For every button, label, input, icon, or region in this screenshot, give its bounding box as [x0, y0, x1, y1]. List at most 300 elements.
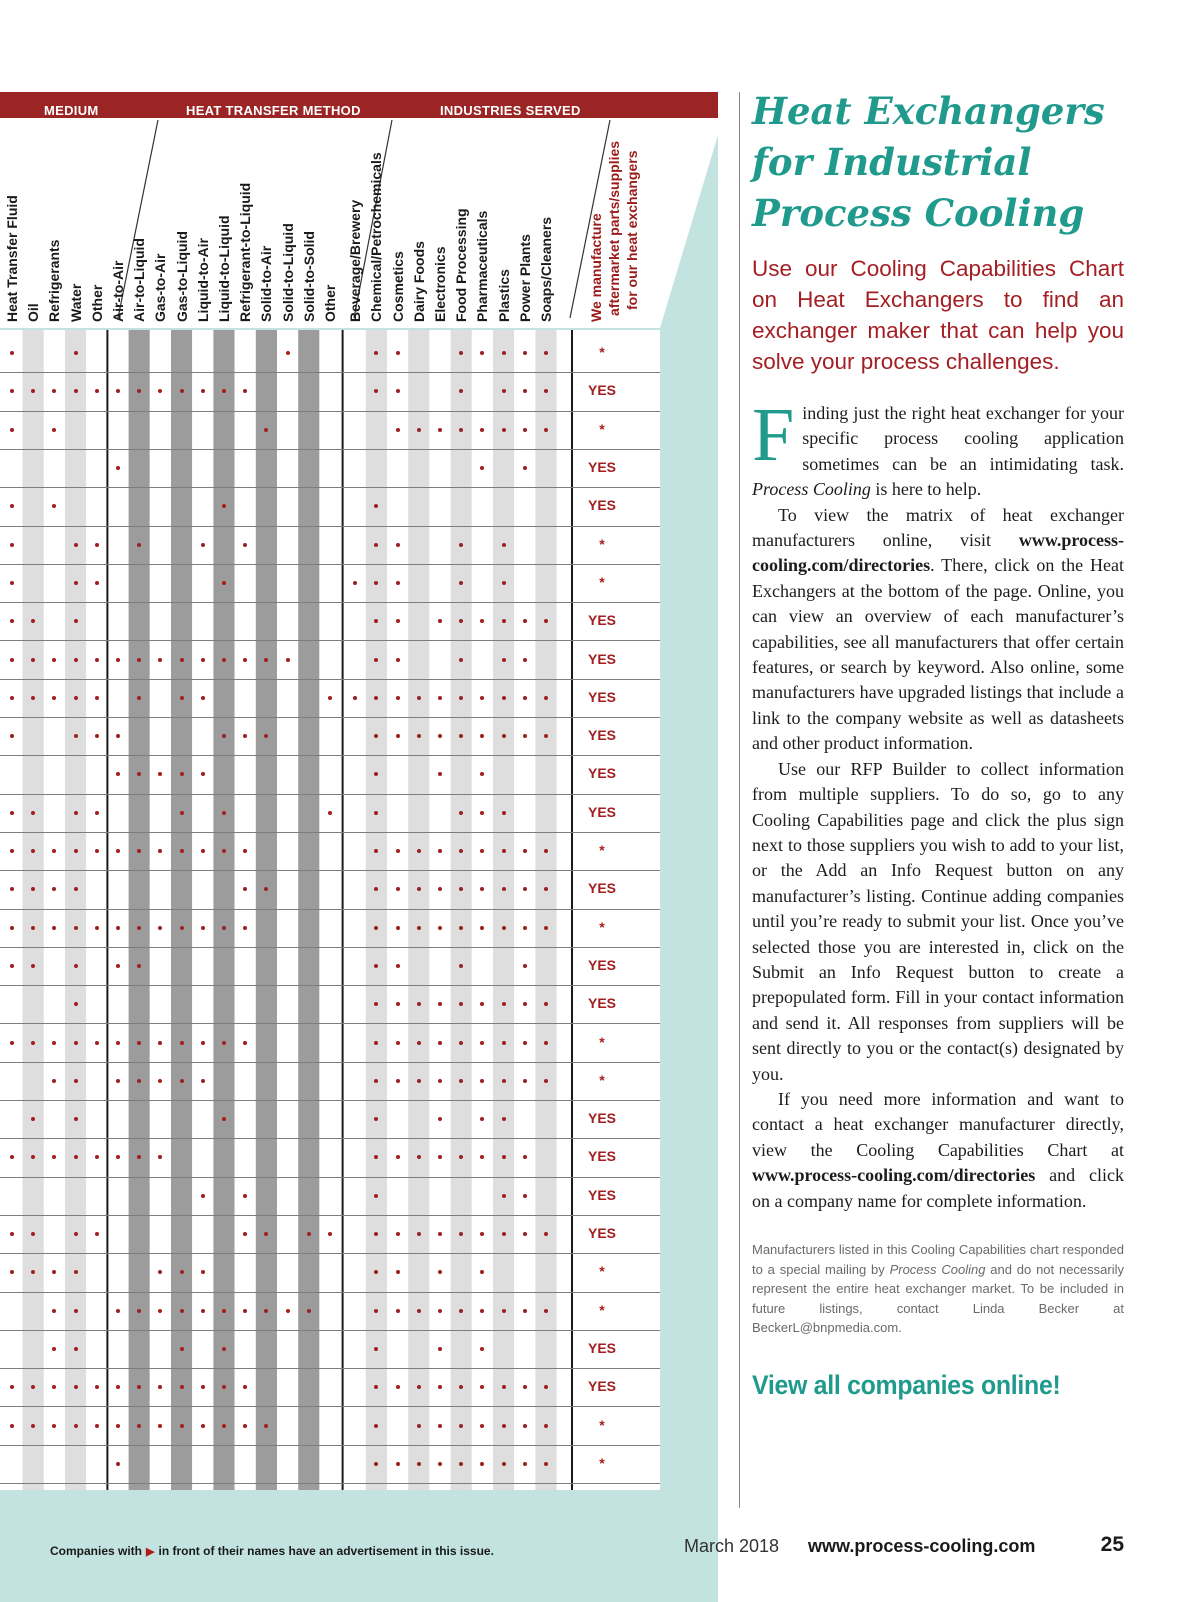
- capability-mark: [396, 696, 400, 700]
- capability-mark: [74, 1041, 78, 1045]
- capability-mark: [438, 1462, 442, 1466]
- capability-mark: [544, 926, 548, 930]
- capability-mark: [222, 811, 226, 815]
- row-separator: [0, 1062, 660, 1063]
- capability-mark: [74, 1309, 78, 1313]
- row-separator: [0, 1368, 660, 1369]
- capability-mark: [243, 1194, 247, 1198]
- paragraph-3: Use our RFP Builder to collect information from multiple suppliers. To do so, go to any Cooling Capabilities page and click the plus sign next to those suppliers you wish to add to your list, or the Add an Info Request button on any manufacturer’s listing. Continue adding companies until you’re ready to submit your list. Once you’ve selected those you are interested in, click on the Submit an Info Request button to create a prepopulated form. Fill in your contact information and send it. All responses from suppliers will be sent directly to you or the contact(s) designated by you.: [752, 758, 1124, 1084]
- capability-mark: [74, 887, 78, 891]
- advertiser-footnote: [50, 1544, 494, 1558]
- capability-mark: [137, 1309, 141, 1313]
- capability-mark: [396, 658, 400, 662]
- capability-mark: [74, 581, 78, 585]
- capability-mark: [396, 1309, 400, 1313]
- column-stripe: [192, 330, 213, 1490]
- capability-mark: [459, 1309, 463, 1313]
- column-label: Dairy Foods: [410, 241, 427, 322]
- aftermarket-value: YES: [587, 1378, 616, 1395]
- capability-mark: [523, 351, 527, 355]
- aftermarket-value: YES: [587, 650, 616, 667]
- article-deck: Use our Cooling Capabilities Chart on Heat Exchangers to find an exchanger maker that can help you solve your process challenges.: [752, 256, 1124, 374]
- capability-mark: [201, 1041, 205, 1045]
- capability-mark: [243, 543, 247, 547]
- capability-mark: [74, 926, 78, 930]
- row-separator: [0, 411, 660, 412]
- capability-mark: [328, 696, 332, 700]
- column-label: Gas-to-Liquid: [173, 231, 190, 322]
- capability-mark: [396, 1385, 400, 1389]
- aftermarket-value: YES: [587, 688, 616, 705]
- row-separator: [0, 985, 660, 986]
- capability-mark: [95, 849, 99, 853]
- capability-mark: [180, 926, 184, 930]
- capability-mark: [438, 1347, 442, 1351]
- row-separator: [0, 794, 660, 795]
- column-stripe: [171, 330, 192, 1490]
- column-stripe: [387, 330, 408, 1490]
- aftermarket-value: YES: [587, 727, 616, 744]
- column-label: Heat Transfer Fluid: [4, 195, 20, 322]
- issue-date: March 2018: [684, 1536, 780, 1556]
- column-label: Other: [322, 284, 338, 322]
- column-label: Beverage/Brewery: [347, 199, 364, 322]
- capability-mark: [180, 1385, 184, 1389]
- capability-mark: [502, 1041, 506, 1045]
- capability-mark: [31, 1041, 35, 1045]
- capability-mark: [544, 696, 548, 700]
- aftermarket-value: *: [599, 420, 605, 437]
- capability-mark: [544, 1079, 548, 1083]
- page-number: 25: [1100, 1533, 1124, 1556]
- aftermarket-value: YES: [587, 1225, 616, 1242]
- capability-mark: [417, 849, 421, 853]
- capability-mark: [286, 351, 290, 355]
- capability-mark: [502, 1194, 506, 1198]
- capability-mark: [417, 734, 421, 738]
- capability-mark: [502, 658, 506, 662]
- capability-mark: [201, 849, 205, 853]
- capability-mark: [417, 428, 421, 432]
- row-separator: [0, 1330, 660, 1331]
- capability-mark: [502, 351, 506, 355]
- column-stripe: [235, 330, 256, 1490]
- capability-mark: [502, 734, 506, 738]
- drop-cap: F: [752, 393, 795, 477]
- capability-mark: [523, 466, 527, 470]
- row-separator: [0, 1215, 660, 1216]
- column-stripe: [150, 330, 171, 1490]
- capability-mark: [523, 428, 527, 432]
- column-label: Refrigerants: [46, 239, 63, 322]
- capability-mark: [222, 1347, 226, 1351]
- capability-mark: [95, 926, 99, 930]
- capability-mark: [201, 658, 205, 662]
- row-separator: [0, 717, 660, 718]
- column-label: Other: [88, 284, 105, 322]
- aftermarket-value: YES: [587, 956, 616, 973]
- row-separator: [0, 755, 660, 756]
- row-separator: [0, 602, 660, 603]
- capability-mark: [74, 696, 78, 700]
- capability-mark: [74, 1270, 78, 1274]
- capability-mark: [74, 1347, 78, 1351]
- capability-mark: [438, 1309, 442, 1313]
- column-label: Soaps/Cleaners: [538, 216, 554, 322]
- capability-mark: [417, 1309, 421, 1313]
- capability-mark: [438, 1041, 442, 1045]
- capability-mark: [74, 811, 78, 815]
- column-label: Power Plants: [516, 234, 533, 322]
- aftermarket-value: *: [599, 1071, 605, 1088]
- capability-mark: [523, 1079, 527, 1083]
- title-line-2: for Industrial: [752, 140, 1032, 184]
- aftermarket-value: *: [599, 1454, 605, 1471]
- aftermarket-value: YES: [587, 765, 616, 782]
- capability-mark: [74, 619, 78, 623]
- capability-mark: [417, 696, 421, 700]
- capability-mark: [95, 543, 99, 547]
- capability-mark: [502, 1232, 506, 1236]
- column-stripe: [65, 330, 86, 1490]
- column-stripe: [107, 330, 128, 1490]
- capability-mark: [523, 734, 527, 738]
- column-label-aftermarket: aftermarket parts/supplies: [606, 140, 622, 316]
- capability-mark: [137, 543, 141, 547]
- capability-mark: [286, 658, 290, 662]
- column-label: Solid-to-Air: [258, 245, 275, 322]
- capability-mark: [502, 1079, 506, 1083]
- capability-mark: [502, 926, 506, 930]
- row-separator: [0, 564, 660, 565]
- column-label: Plastics: [495, 269, 512, 322]
- capability-mark: [544, 428, 548, 432]
- capability-mark: [396, 1232, 400, 1236]
- capability-mark: [396, 887, 400, 891]
- capability-mark: [396, 849, 400, 853]
- capability-mark: [396, 581, 400, 585]
- capability-mark: [95, 811, 99, 815]
- capability-mark: [180, 1309, 184, 1313]
- footnote-text-before: Companies with: [50, 1544, 143, 1558]
- capability-mark: [201, 696, 205, 700]
- row-separator: [0, 909, 660, 910]
- capability-mark: [396, 1041, 400, 1045]
- capability-mark: [502, 1117, 506, 1121]
- capability-mark: [137, 1424, 141, 1428]
- capability-mark: [10, 543, 14, 547]
- row-separator: [0, 1100, 660, 1101]
- paragraph-2: To view the matrix of heat exchanger manufacturers online, visit www.process-cooling.com/directories. There, click on the Heat Exchangers at the bottom of the page. Online, you can view an overview of each manufacturer’s capabilities, see all manufacturers that offer certain features, or search by keyword. Also online, some manufacturers have upgraded listings that include a link to the company website as well as datasheets and other product information.: [752, 504, 1124, 754]
- column-stripe: [277, 330, 298, 1490]
- aftermarket-value: YES: [587, 497, 616, 514]
- capability-mark: [396, 964, 400, 968]
- capability-mark: [95, 581, 99, 585]
- capability-mark: [502, 581, 506, 585]
- column-stripe: [129, 330, 150, 1490]
- capability-mark: [396, 926, 400, 930]
- capability-mark: [502, 1309, 506, 1313]
- aftermarket-value: *: [599, 1416, 605, 1433]
- column-label-aftermarket: We manufacture: [588, 213, 604, 322]
- aftermarket-value: YES: [587, 1110, 616, 1127]
- capability-mark: [222, 581, 226, 585]
- capability-mark: [396, 543, 400, 547]
- capability-mark: [544, 1424, 548, 1428]
- capability-mark: [180, 1270, 184, 1274]
- capability-mark: [243, 658, 247, 662]
- capability-mark: [396, 734, 400, 738]
- capability-mark: [502, 811, 506, 815]
- capability-mark: [328, 811, 332, 815]
- column-stripe: [429, 330, 450, 1490]
- aftermarket-value: YES: [587, 612, 616, 629]
- capability-mark: [523, 658, 527, 662]
- capability-mark: [201, 1309, 205, 1313]
- capability-mark: [396, 1462, 400, 1466]
- capability-mark: [438, 926, 442, 930]
- capability-mark: [180, 658, 184, 662]
- column-label: Air-to-Air: [110, 260, 126, 322]
- column-stripe: [256, 330, 277, 1490]
- article: [752, 86, 1124, 1401]
- capability-mark: [502, 619, 506, 623]
- capability-mark: [95, 1041, 99, 1045]
- capability-mark: [286, 1309, 290, 1313]
- capability-mark: [116, 1462, 120, 1466]
- paragraph-4: If you need more information and want to contact a heat exchanger manufacturer directly, view the Cooling Capabilities Chart at www.process-cooling.com/directories and click on a company name for complete information.: [752, 1088, 1124, 1211]
- capability-mark: [10, 1424, 14, 1428]
- capability-mark: [544, 1309, 548, 1313]
- row-separator: [0, 1445, 660, 1446]
- play-arrow-icon: ▶: [146, 1546, 155, 1558]
- column-stripe: [86, 330, 107, 1490]
- capability-mark: [417, 1424, 421, 1428]
- capability-mark: [222, 658, 226, 662]
- capability-mark: [74, 543, 78, 547]
- column-stripe: [298, 330, 319, 1490]
- capability-mark: [180, 1424, 184, 1428]
- aftermarket-value: *: [599, 344, 605, 361]
- group-header-heat-transfer-method: HEAT TRANSFER METHOD: [186, 103, 361, 118]
- aftermarket-value: YES: [587, 459, 616, 476]
- column-stripe: [472, 330, 493, 1490]
- capability-mark: [243, 1041, 247, 1045]
- capability-mark: [523, 926, 527, 930]
- row-separator: [0, 449, 660, 450]
- capability-mark: [95, 1232, 99, 1236]
- column-stripe: [408, 330, 429, 1490]
- capability-mark: [180, 696, 184, 700]
- capability-mark: [523, 1041, 527, 1045]
- capability-mark: [116, 926, 120, 930]
- column-stripe: [493, 330, 514, 1490]
- capability-mark: [502, 1424, 506, 1428]
- aftermarket-value: YES: [587, 995, 616, 1012]
- row-separator: [0, 1253, 660, 1254]
- capability-mark: [417, 926, 421, 930]
- capability-mark: [10, 658, 14, 662]
- capability-mark: [116, 1079, 120, 1083]
- capability-mark: [438, 1079, 442, 1083]
- capability-mark: [201, 1424, 205, 1428]
- capability-mark: [180, 1347, 184, 1351]
- row-separator: [0, 870, 660, 871]
- capability-mark: [459, 658, 463, 662]
- capability-mark: [222, 926, 226, 930]
- capability-mark: [222, 1041, 226, 1045]
- capability-mark: [201, 1194, 205, 1198]
- capability-mark: [438, 1424, 442, 1428]
- title-line-1: Heat Exchangers: [752, 89, 1105, 133]
- capability-mark: [10, 926, 14, 930]
- capability-mark: [523, 964, 527, 968]
- capability-mark: [438, 696, 442, 700]
- aftermarket-value: *: [599, 1263, 605, 1280]
- row-separator: [0, 487, 660, 488]
- directory-link-2[interactable]: www.process-cooling.com/directories: [752, 1165, 1036, 1186]
- capability-mark: [523, 849, 527, 853]
- capability-mark: [137, 658, 141, 662]
- column-label: Refrigerant-to-Liquid: [237, 182, 254, 322]
- aftermarket-value: YES: [587, 880, 616, 897]
- capability-mark: [74, 351, 78, 355]
- row-separator: [0, 947, 660, 948]
- capability-mark: [95, 696, 99, 700]
- capability-mark: [502, 887, 506, 891]
- capability-mark: [459, 428, 463, 432]
- column-label: Liquid-to-Liquid: [216, 215, 232, 322]
- column-label: Air-to-Liquid: [131, 238, 148, 322]
- capability-mark: [396, 1002, 400, 1006]
- column-stripe: [451, 330, 472, 1490]
- article-body: [752, 393, 1124, 1214]
- aftermarket-value: *: [599, 842, 605, 859]
- capability-mark: [523, 1309, 527, 1313]
- aftermarket-value: YES: [587, 1148, 616, 1165]
- capability-mark: [10, 581, 14, 585]
- row-separator: [0, 1138, 660, 1139]
- capability-mark: [74, 1079, 78, 1083]
- column-label: Oil: [25, 303, 42, 322]
- capability-mark: [74, 1424, 78, 1428]
- capability-mark: [307, 1232, 311, 1236]
- capability-mark: [502, 543, 506, 547]
- aftermarket-value: YES: [587, 382, 616, 399]
- capability-mark: [95, 734, 99, 738]
- column-label: Liquid-to-Air: [194, 238, 211, 322]
- capability-mark: [544, 1041, 548, 1045]
- title-line-3: Process Cooling: [752, 191, 1085, 235]
- capability-mark: [74, 1117, 78, 1121]
- capability-mark: [307, 1309, 311, 1313]
- capability-mark: [396, 1079, 400, 1083]
- capability-mark: [116, 964, 120, 968]
- capability-mark: [417, 1462, 421, 1466]
- row-separator: [0, 372, 660, 373]
- capability-mark: [417, 1041, 421, 1045]
- directory-link[interactable]: www.process-cooling.com/directories: [752, 530, 1124, 576]
- capability-mark: [10, 428, 14, 432]
- capability-mark: [417, 1079, 421, 1083]
- capability-mark: [523, 1462, 527, 1466]
- capability-mark: [396, 619, 400, 623]
- capability-mark: [74, 658, 78, 662]
- capability-mark: [523, 696, 527, 700]
- capability-mark: [31, 1424, 35, 1428]
- row-separator: [0, 832, 660, 833]
- capability-mark: [95, 1424, 99, 1428]
- capability-mark: [116, 658, 120, 662]
- capability-mark: [523, 1424, 527, 1428]
- view-all-companies-link[interactable]: View all companies online!: [752, 1369, 1061, 1400]
- capability-mark: [459, 1041, 463, 1045]
- row-separator: [0, 526, 660, 527]
- capability-mark: [459, 543, 463, 547]
- aftermarket-value: *: [599, 573, 605, 590]
- capability-mark: [137, 1041, 141, 1045]
- column-label-aftermarket: for our heat exchangers: [624, 150, 640, 310]
- footnote-text-after: in front of their names have an advertisement in this issue.: [158, 1544, 494, 1558]
- article-title: [752, 86, 1124, 239]
- column-label: Gas-to-Air: [152, 253, 169, 322]
- capability-mark: [74, 849, 78, 853]
- aftermarket-value: YES: [587, 1339, 616, 1356]
- column-label: Water: [67, 283, 84, 322]
- capability-mark: [10, 1041, 14, 1045]
- capability-mark: [31, 811, 35, 815]
- aftermarket-value: *: [599, 535, 605, 552]
- row-separator: [0, 1177, 660, 1178]
- capability-mark: [74, 734, 78, 738]
- capability-mark: [459, 811, 463, 815]
- capability-mark: [180, 849, 184, 853]
- capability-mark: [396, 428, 400, 432]
- capability-mark: [523, 1194, 527, 1198]
- capability-mark: [74, 1232, 78, 1236]
- aftermarket-value: *: [599, 1301, 605, 1318]
- capability-mark: [417, 1232, 421, 1236]
- column-stripe: [23, 330, 44, 1490]
- group-header-medium: MEDIUM: [44, 103, 99, 118]
- site-url[interactable]: www.process-cooling.com: [808, 1536, 1036, 1556]
- capability-mark: [137, 926, 141, 930]
- column-label: Electronics: [432, 246, 448, 322]
- capability-mark: [438, 428, 442, 432]
- capability-mark: [523, 1232, 527, 1236]
- capability-mark: [31, 926, 35, 930]
- row-separator: [0, 1023, 660, 1024]
- column-stripe: [535, 330, 556, 1490]
- capability-mark: [10, 811, 14, 815]
- aftermarket-value: YES: [587, 803, 616, 820]
- capability-mark: [180, 1079, 184, 1083]
- column-stripe: [319, 330, 340, 1490]
- capability-mark: [459, 1424, 463, 1428]
- capability-mark: [95, 658, 99, 662]
- aftermarket-value: *: [599, 1033, 605, 1050]
- capability-mark: [502, 1385, 506, 1389]
- capability-mark: [502, 1002, 506, 1006]
- capability-mark: [116, 1309, 120, 1313]
- capability-mark: [502, 428, 506, 432]
- row-separator: [0, 640, 660, 641]
- paragraph-1: Finding just the right heat exchanger for your specific process cooling application sometimes can be an intimidating task. Process Cooling is here to help.: [752, 393, 1124, 500]
- capability-mark: [243, 1424, 247, 1428]
- capability-mark: [116, 1041, 120, 1045]
- column-label: Food Processing: [453, 208, 470, 322]
- capability-mark: [396, 1270, 400, 1274]
